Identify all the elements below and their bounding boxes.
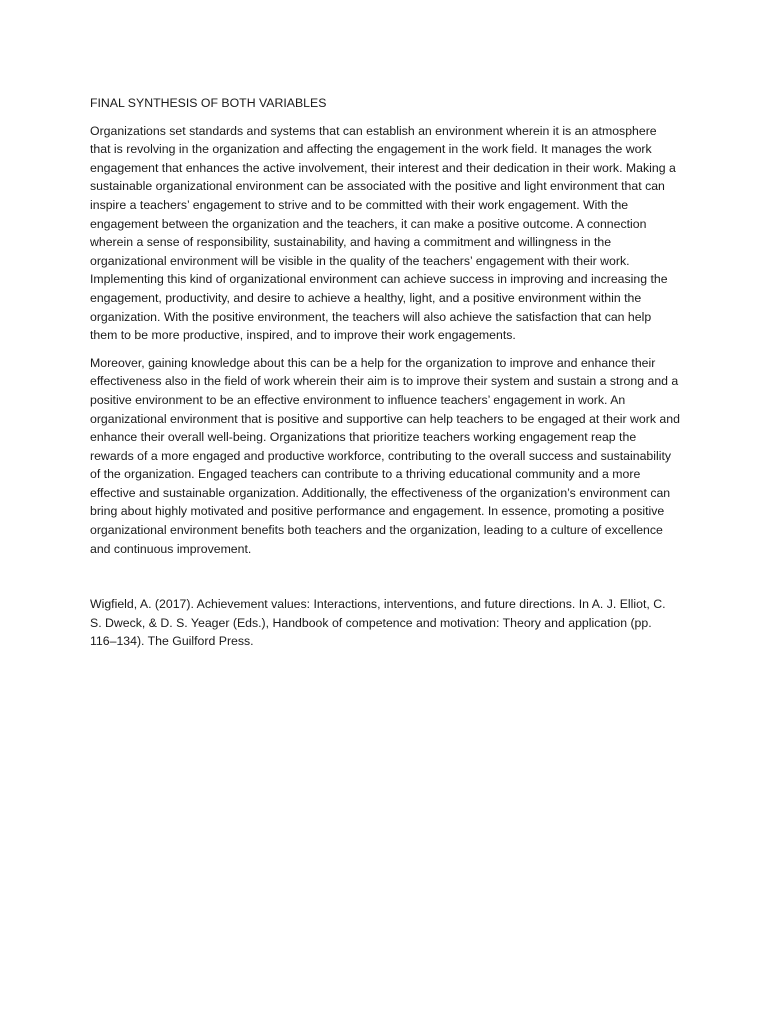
blank-line [90, 567, 680, 595]
section-heading: FINAL SYNTHESIS OF BOTH VARIABLES [90, 96, 327, 110]
body-paragraph-2: Moreover, gaining knowledge about this can be a help for the organization to improve and enhance their effectiveness also in the field of work wherein their aim is to improve their system and sustain a strong and a positive environment to be an effective environment to influence teachers’ engagement in work. An organizational environment that is positive and supportive can help teachers to be engaged at their work and enhance their overall well-being. Organizations that prioritize teachers working engagement reap the rewards of a more engaged and productive workforce, contributing to the overall success and sustainability of the organization. Engaged teachers can contribute to a thriving educational community and a more effective and sustainable organization. Additionally, the effectiveness of the organization’s environment can bring about highly motivated and positive performance and engagement. In essence, promoting a positive organizational environment benefits both teachers and the organization, leading to a culture of excellence and continuous improvement. [90, 355, 680, 556]
reference-entry: Wigfield, A. (2017). Achievement values: Interactions, interventions, and future directions. In A. J. Elliot, C. S. Dweck, & D. S. Yeager (Eds.), Handbook of competence and motivation: Theory and application (pp. 116–134). The Guilford Press. [90, 597, 666, 649]
body-paragraph-1: Organizations set standards and systems that can establish an environment wherein it is an atmosphere that is revolving in the organization and affecting the engagement in the work field. It manages the work engagement that enhances the active involvement, their interest and their dedication in their work. Making a sustainable organizational environment can be associated with the positive and light environment that can inspire a teachers’ engagement to strive and to be committed with their work engagement. With the engagement between the organization and the teachers, it can make a positive outcome. A connection wherein a sense of responsibility, sustainability, and having a commitment and willingness in the organizational environment will be visible in the quality of the teachers’ engagement with their work. Implementing this kind of organizational environment can achieve success in improving and increasing the engagement, productivity, and desire to achieve a healthy, light, and a positive environment within the organization. With the positive environment, the teachers will also achieve the satisfaction that can help them to be more productive, inspired, and to improve their work engagements. [90, 123, 676, 343]
document-page [90, 94, 680, 651]
